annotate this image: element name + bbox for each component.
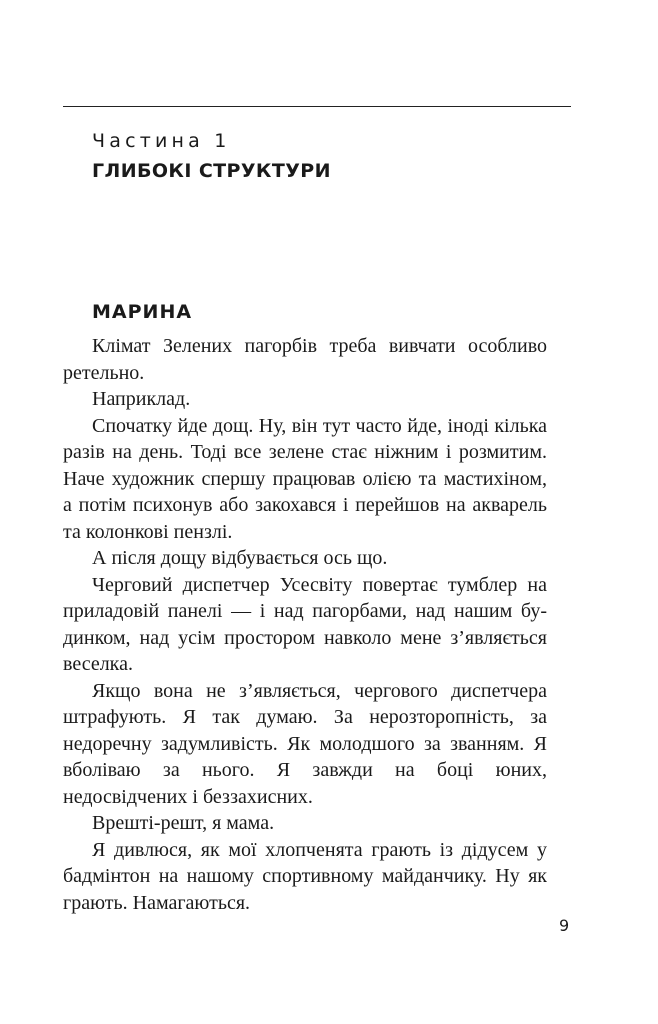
paragraph: Черговий диспетчер Усесвіту повертає тумблер на приладовій панелі — і над пагорбами, над нашим будинком, над усім простором навколо мене з’являється веселка. [63,573,547,675]
paragraph: Якщо вона не з’являється, чергового диспетчера штрафують. Я так думаю. За нерозторопність, за недоречну задумливість. Як молодшого за званням. Я вболіваю за нього. Я завжди на боці юних, недосвідчених і беззахисних. [63,679,547,808]
paragraph: Клімат Зелених пагорбів треба вивчати особливо ретельно. [63,335,547,384]
paragraph: Врешті-решт, я мама. [92,812,275,834]
paragraph: Я дивлюся, як мої хлопченята грають із дідусем у бадмінтон на нашому спортивному майданчику. Ну як грають. Намагаються. [63,838,547,914]
paragraph: Наприклад. [92,388,191,410]
part-label: Частина 1 [92,130,231,152]
paragraph: А після дощу відбувається ось що. [92,547,388,569]
body-text [63,333,547,916]
paragraph: Спочатку йде дощ. Ну, він тут часто йде, іноді кілька разів на день. Тоді все зелене стає ніжним і розмитим. Наче художник спершу працював олією та мастихіном, а потім психонув або закохався і перейшов на акварель та колонкові пензлі. [63,414,547,543]
top-rule [63,106,571,107]
part-title: ГЛИБОКІ СТРУКТУРИ [92,160,331,182]
page-number: 9 [559,916,570,935]
chapter-heading: МАРИНА [92,301,193,323]
